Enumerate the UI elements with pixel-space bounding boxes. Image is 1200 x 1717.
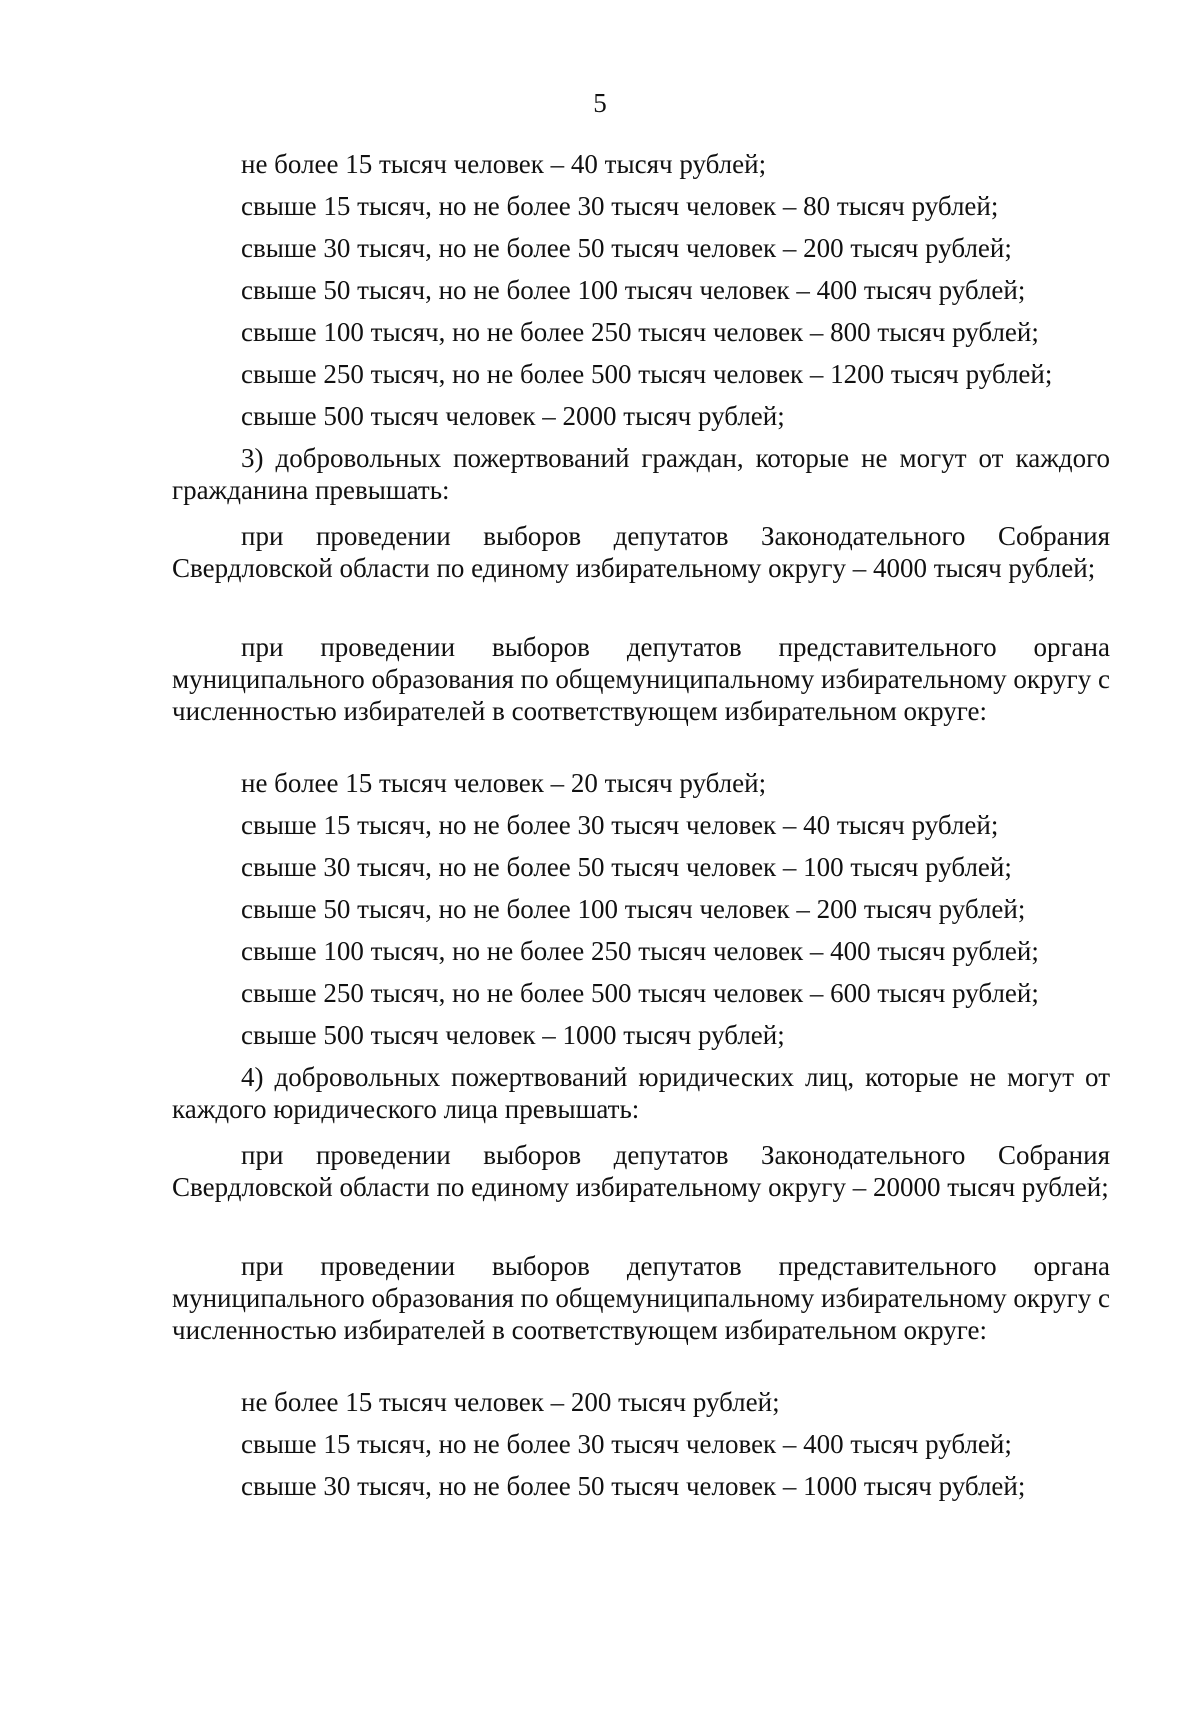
clause-3-municipal: при проведении выборов депутатов представительного органа муниципального образования по общемуниципальному избирательному округу с численностью избирателей в соответствующем избирательном округе: [172,632,1110,726]
limit-line: свыше 15 тысяч, но не более 30 тысяч человек – 400 тысяч рублей; [241,1429,1012,1459]
limit-line: свыше 250 тысяч, но не более 500 тысяч человек – 1200 тысяч рублей; [241,359,1053,389]
limit-line: свыше 15 тысяч, но не более 30 тысяч человек – 40 тысяч рублей; [241,810,999,840]
limit-line: свыше 50 тысяч, но не более 100 тысяч человек – 200 тысяч рублей; [241,894,1026,924]
clause-3-assembly: при проведении выборов депутатов Законодательного Собрания Свердловской области по единому избирательному округу – 4000 тысяч рублей; [172,521,1110,583]
limit-line: свыше 250 тысяч, но не более 500 тысяч человек – 600 тысяч рублей; [241,978,1039,1008]
limit-line: не более 15 тысяч человек – 200 тысяч рублей; [241,1387,780,1417]
clause-4-assembly: при проведении выборов депутатов Законодательного Собрания Свердловской области по единому избирательному округу – 20000 тысяч рублей; [172,1140,1110,1202]
limit-line: не более 15 тысяч человек – 20 тысяч рублей; [241,768,767,798]
limit-line: не более 15 тысяч человек – 40 тысяч рублей; [241,149,767,179]
limit-line: свыше 50 тысяч, но не более 100 тысяч человек – 400 тысяч рублей; [241,275,1026,305]
limit-line: свыше 30 тысяч, но не более 50 тысяч человек – 1000 тысяч рублей; [241,1471,1026,1501]
limit-line: свыше 15 тысяч, но не более 30 тысяч человек – 80 тысяч рублей; [241,191,999,221]
limit-line: свыше 100 тысяч, но не более 250 тысяч человек – 800 тысяч рублей; [241,317,1039,347]
limit-line: свыше 500 тысяч человек – 2000 тысяч рублей; [241,401,785,431]
clause-4-municipal: при проведении выборов депутатов представительного органа муниципального образования по общемуниципальному избирательному округу с численностью избирателей в соответствующем избирательном округе: [172,1251,1110,1345]
limit-line: свыше 500 тысяч человек – 1000 тысяч рублей; [241,1020,785,1050]
limit-line: свыше 30 тысяч, но не более 50 тысяч человек – 200 тысяч рублей; [241,233,1012,263]
clause-4-heading: 4) добровольных пожертвований юридических лиц, которые не могут от каждого юридического лица превышать: [172,1062,1110,1124]
clause-3-heading: 3) добровольных пожертвований граждан, которые не могут от каждого гражданина превышать: [172,443,1110,505]
page-number: 5 [593,88,607,118]
limit-line: свыше 30 тысяч, но не более 50 тысяч человек – 100 тысяч рублей; [241,852,1012,882]
limit-line: свыше 100 тысяч, но не более 250 тысяч человек – 400 тысяч рублей; [241,936,1039,966]
